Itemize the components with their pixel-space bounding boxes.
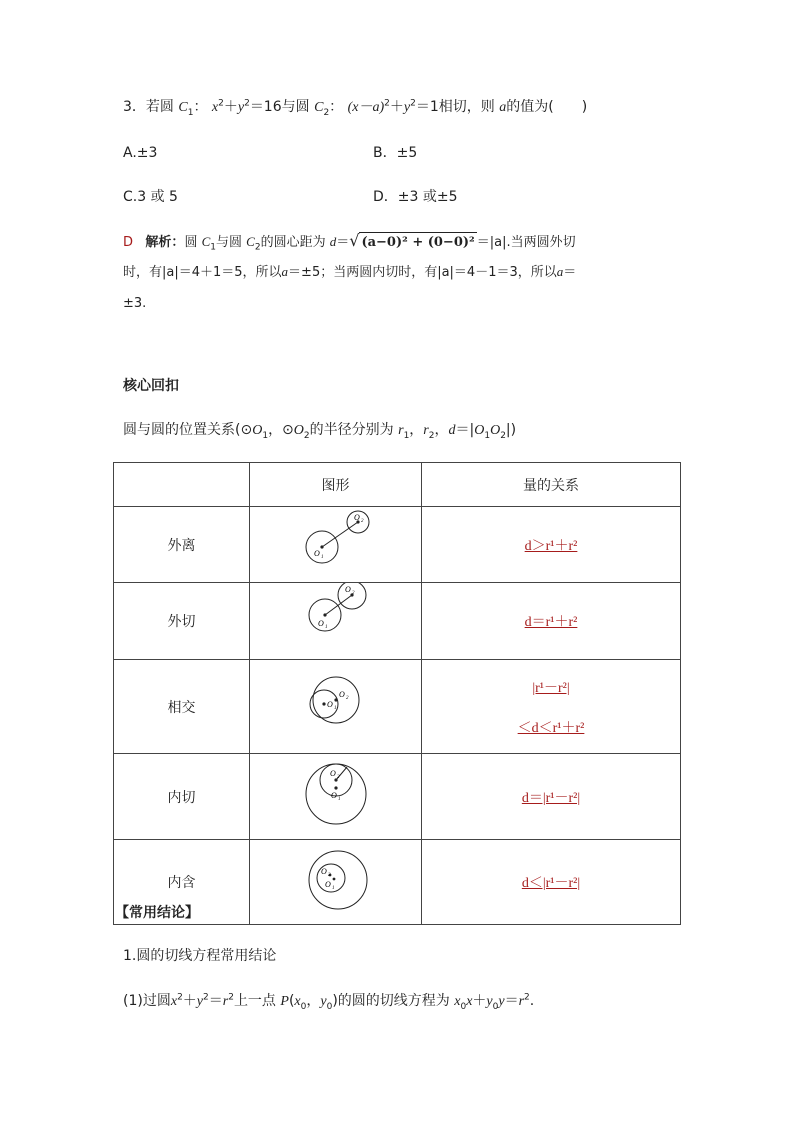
svg-text:O: O <box>318 619 324 628</box>
svg-text:1: 1 <box>338 797 341 802</box>
question-3: 3．若圆 $C_1$： $x^2+y^2=16$与圆 $C_2$： $(x-a)^2+y^2=1$相切，则 a的值为( ) <box>123 98 588 118</box>
table-header-row <box>114 463 681 507</box>
svg-text:O: O <box>339 690 345 699</box>
relation-formula-top: |r¹－r²| <box>532 680 570 696</box>
svg-text:1: 1 <box>321 555 324 560</box>
figure-cell <box>250 754 422 840</box>
external-tangent-figure <box>250 583 421 655</box>
answer-letter: D <box>123 235 134 250</box>
solution-line-3: ±3. <box>123 296 147 311</box>
relation-formula: d＞r¹＋r² <box>524 538 578 554</box>
svg-text:2: 2 <box>352 591 355 596</box>
table-header-cell: 量的关系 <box>422 463 681 507</box>
table-row <box>114 507 681 583</box>
relation-cell <box>422 840 681 925</box>
svg-text:O: O <box>354 513 360 522</box>
table-row <box>114 583 681 660</box>
option-c: C.3 或 5 <box>123 189 178 205</box>
option-a: A.±3 <box>123 145 158 161</box>
section-heading-core: 核心回扣 <box>123 378 179 394</box>
sqrt-sign: √ <box>349 231 360 250</box>
svg-text:O: O <box>327 700 333 709</box>
svg-text:1: 1 <box>332 886 335 891</box>
row-name: 外离 <box>114 507 250 583</box>
svg-text:O: O <box>314 549 320 558</box>
separate-circles-figure <box>250 507 421 578</box>
option-d: D．±3 或±5 <box>373 189 458 205</box>
svg-text:2: 2 <box>328 873 331 878</box>
row-name: 外切 <box>114 583 250 660</box>
intersecting-circles-figure <box>250 660 421 749</box>
svg-text:O: O <box>331 791 337 800</box>
svg-text:O: O <box>325 880 331 889</box>
row-name: 相交 <box>114 660 250 754</box>
conclusion-item-2: (1)过圆$x^2+y^2=r^2$上一点 $P(x_0$，$y_0$)的圆的切线方程为 $x_0x+y_0y=r^2$. <box>123 992 535 1012</box>
internal-tangent-figure <box>250 754 421 835</box>
table-header-cell: 图形 <box>250 463 422 507</box>
relation-cell <box>422 660 681 754</box>
relation-formula: d＝r¹＋r² <box>524 615 578 630</box>
svg-text:O: O <box>321 867 327 876</box>
relation-cell <box>422 754 681 840</box>
solution-line-2: 时，有|a|＝4＋1＝5，所以a＝±5；当两圆内切时，有|a|＝4－1＝3，所以a＝ <box>123 264 577 280</box>
solution-line-1: D 解析：圆 $C_1$与圆 $C_2$的圆心距为 d＝√ (a−0)² + (0−0)² ＝|a|.当两圆外切 <box>123 231 576 253</box>
table-row <box>114 754 681 840</box>
conclusion-item-1: 1.圆的切线方程常用结论 <box>123 948 277 964</box>
svg-text:2: 2 <box>337 775 340 780</box>
figure-cell <box>250 840 422 925</box>
relation-cell <box>422 507 681 583</box>
table-header-cell <box>114 463 250 507</box>
relation-formula-bottom: ＜d＜r¹＋r² <box>517 720 585 736</box>
svg-text:2: 2 <box>361 519 364 524</box>
figure-cell <box>250 507 422 583</box>
relation-cell <box>422 583 681 660</box>
relation-formula: d＝|r¹－r²| <box>521 790 581 806</box>
sqrt-expression: (a−0)² + (0−0)² <box>359 232 476 253</box>
figure-cell <box>250 583 422 660</box>
svg-text:1: 1 <box>325 625 328 630</box>
core-intro: 圆与圆的位置关系($⊙O_1$，$⊙O_2$的半径分别为 $r_1$，$r_2$，$d=|O_1O_2|$) <box>123 422 517 441</box>
svg-text:O: O <box>345 585 351 594</box>
svg-text:1: 1 <box>334 706 337 711</box>
figure-cell <box>250 660 422 754</box>
table-row <box>114 660 681 754</box>
relation-formula: d＜|r¹－r²| <box>521 876 581 891</box>
svg-text:O: O <box>330 769 336 778</box>
row-name: 内含 <box>114 840 250 925</box>
row-name: 内切 <box>114 754 250 840</box>
relation-table <box>113 462 681 925</box>
contained-circles-figure <box>250 840 421 920</box>
svg-text:2: 2 <box>346 696 349 701</box>
section-heading-conclusions: 【常用结论】 <box>115 905 199 921</box>
option-b: B．±5 <box>373 145 418 161</box>
